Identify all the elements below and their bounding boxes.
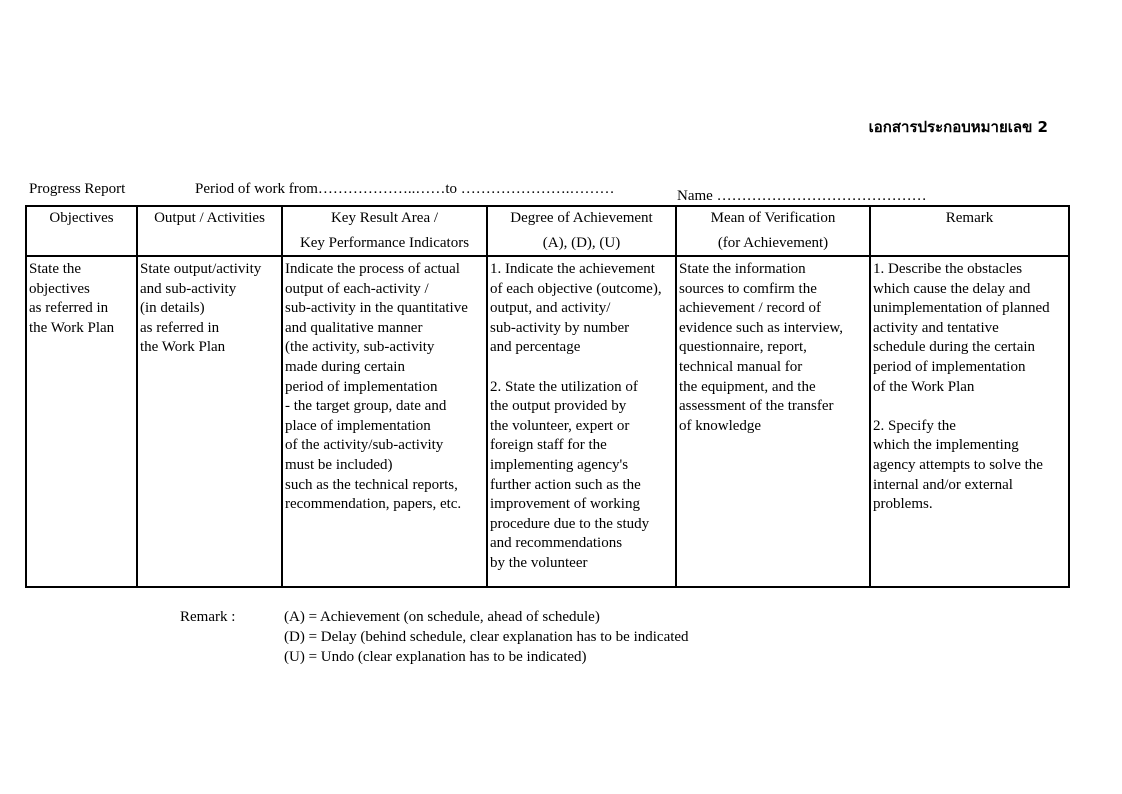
cell-line: objectives xyxy=(29,280,90,297)
cell-line: output, and activity/ xyxy=(490,300,611,317)
table-row xyxy=(26,256,1069,587)
cell-line: assessment of the transfer xyxy=(679,398,834,415)
cell-line: Indicate the process of actual xyxy=(285,261,460,277)
remark-label: Remark : xyxy=(180,609,236,625)
document-reference: เอกสารประกอบหมายเลข 2 xyxy=(868,118,1048,136)
cell-line: period of implementation xyxy=(285,378,438,395)
cell-line: sub-activity by number xyxy=(490,319,630,336)
cell-line: technical manual for xyxy=(679,358,803,375)
cell-line: achievement / record of xyxy=(679,300,822,317)
cell-line: State output/activity xyxy=(140,261,262,277)
cell-line: schedule during the certain xyxy=(873,339,1036,356)
remark-undo: (U) = Undo (clear explanation has to be indicated) xyxy=(284,649,587,665)
cell-line: place of implementation xyxy=(285,417,431,434)
cell-line: (the activity, sub-activity xyxy=(285,339,435,356)
cell-degree-of-achievement xyxy=(487,256,676,587)
cell-line: such as the technical reports, xyxy=(285,476,458,493)
cell-line: and recommendations xyxy=(490,535,623,552)
cell-line: of the activity/sub-activity xyxy=(285,437,444,454)
cell-line: activity and tentative xyxy=(873,319,999,336)
cell-line: problems. xyxy=(873,496,933,513)
line-gap xyxy=(873,397,1068,417)
cell-line: of knowledge xyxy=(679,417,762,434)
cell-line: the output provided by xyxy=(490,398,627,415)
cell-line: output of each-activity / xyxy=(285,280,429,297)
cell-line: of each objective (outcome), xyxy=(490,280,662,297)
cell-remark xyxy=(870,256,1069,587)
cell-line: the Work Plan xyxy=(29,319,115,336)
cell-output-activities xyxy=(137,256,282,587)
cell-line: as referred in xyxy=(140,319,220,336)
cell-line: as referred in xyxy=(29,300,109,317)
cell-line: further action such as the xyxy=(490,476,641,493)
cell-line: and qualitative manner xyxy=(285,319,423,336)
remark-achievement: (A) = Achievement (on schedule, ahead of schedule) xyxy=(284,609,600,625)
report-title: Progress Report xyxy=(29,181,126,197)
column-header-degree-of-achievement: Degree of Achievement (A), (D), (U) xyxy=(487,206,676,256)
cell-line: agency attempts to solve the xyxy=(873,456,1043,473)
cell-line: the volunteer, expert or xyxy=(490,417,630,434)
cell-line: State the xyxy=(29,261,82,277)
cell-line: the Work Plan xyxy=(140,339,226,356)
cell-line: implementing agency's xyxy=(490,456,629,473)
name-field: Name …………………………………… xyxy=(677,188,927,204)
progress-report-table xyxy=(25,205,1070,588)
cell-line: improvement of working xyxy=(490,496,640,513)
cell-line: and percentage xyxy=(490,339,581,356)
cell-line: 1. Describe the obstacles xyxy=(873,261,1023,277)
cell-line: 1. Indicate the achievement xyxy=(490,261,655,277)
cell-line: sources to comfirm the xyxy=(679,280,817,297)
cell-line: the equipment, and the xyxy=(679,378,816,395)
cell-line: 2. State the utilization of xyxy=(490,378,638,395)
cell-line: made during certain xyxy=(285,358,405,375)
cell-line: foreign staff for the xyxy=(490,437,607,454)
cell-line: which cause the delay and xyxy=(873,280,1031,297)
cell-mean-of-verification xyxy=(676,256,870,587)
remark-delay: (D) = Delay (behind schedule, clear explanation has to be indicated xyxy=(284,629,689,645)
cell-line: which the implementing xyxy=(873,437,1019,454)
column-header-objectives: Objectives xyxy=(26,206,137,256)
cell-line: by the volunteer xyxy=(490,554,588,571)
column-header-remark: Remark xyxy=(870,206,1069,256)
cell-line: internal and/or external xyxy=(873,476,1013,493)
cell-line: period of implementation xyxy=(873,358,1026,375)
cell-line: State the information xyxy=(679,261,806,277)
cell-line: and sub-activity xyxy=(140,280,237,297)
cell-line: of the Work Plan xyxy=(873,378,975,395)
column-header-key-result-area: Key Result Area / Key Performance Indicators xyxy=(282,206,487,256)
table-header-row xyxy=(26,206,1069,256)
cell-key-result-area xyxy=(282,256,487,587)
line-gap xyxy=(490,358,675,378)
cell-line: 2. Specify the xyxy=(873,417,956,434)
cell-objectives xyxy=(26,256,137,587)
cell-line: - the target group, date and xyxy=(285,398,447,415)
cell-line: unimplementation of planned xyxy=(873,300,1050,317)
cell-line: evidence such as interview, xyxy=(679,319,843,336)
period-field: Period of work from………………..……to ………………….……… xyxy=(195,181,615,197)
cell-line: (in details) xyxy=(140,300,205,317)
cell-line: recommendation, papers, etc. xyxy=(285,496,462,513)
column-header-output-activities: Output / Activities xyxy=(137,206,282,256)
cell-line: procedure due to the study xyxy=(490,515,650,532)
cell-line: must be included) xyxy=(285,456,393,473)
cell-line: questionnaire, report, xyxy=(679,339,807,356)
column-header-mean-of-verification: Mean of Verification (for Achievement) xyxy=(676,206,870,256)
cell-line: sub-activity in the quantitative xyxy=(285,300,468,317)
